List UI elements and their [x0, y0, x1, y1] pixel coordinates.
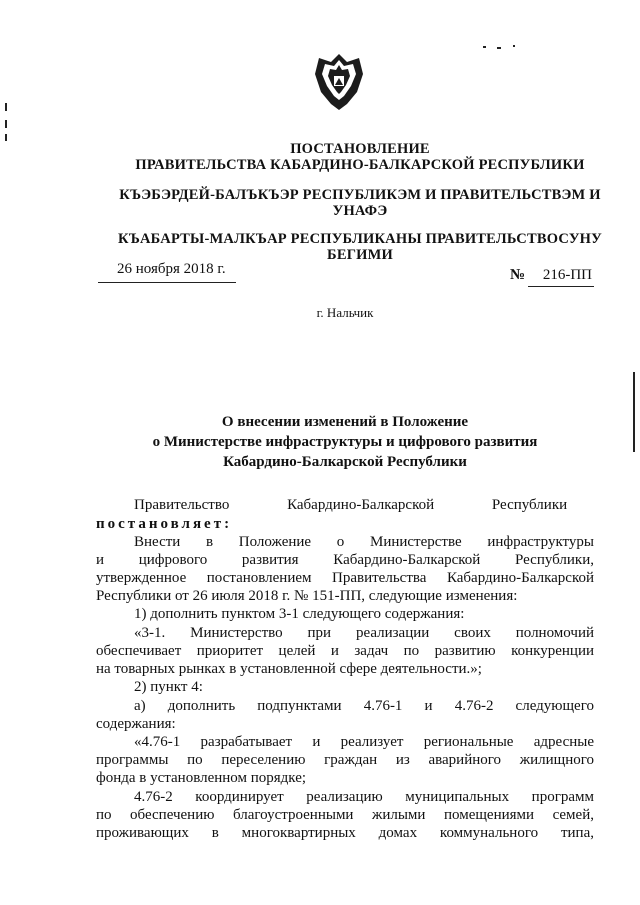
scan-mark [5, 103, 7, 111]
scan-mark [497, 47, 501, 49]
scan-mark [5, 134, 7, 141]
document-number: 216-ПП [542, 267, 592, 283]
body-line: по обеспечению благоустроенными жилыми помещениями семей, [96, 807, 594, 823]
body-line: и цифрового развития Кабардино-Балкарской Республики, [96, 552, 594, 568]
body-line: обеспечивает приоритет целей и задач по развитию конкуренции [96, 643, 594, 659]
body-line: программы по переселению граждан из аварийного жилищного [96, 752, 594, 768]
issuer-balkar-line1: КЪАБАРТЫ-МАЛКЪАР РЕСПУБЛИКАНЫ ПРАВИТЕЛЬСТВОСУНУ [118, 231, 602, 247]
scan-mark [483, 46, 486, 48]
scan-mark [513, 45, 515, 47]
body-line: проживающих в многоквартирных домах коммунального типа, [96, 825, 594, 841]
body-line: на товарных рынках в установленной сфере деятельности.»; [96, 661, 482, 677]
scan-mark [5, 120, 7, 128]
resolves-heading: постановляет: [96, 516, 233, 532]
body-line: 1) дополнить пунктом 3-1 следующего содержания: [134, 606, 465, 622]
body-line: утвержденное постановлением Правительства Кабардино-Балкарской [96, 570, 594, 586]
body-line: фонда в установленном порядке; [96, 770, 307, 786]
issuer-kabardian-line2: УНАФЭ [332, 203, 388, 219]
document-date: 26 ноября 2018 г. [117, 261, 226, 277]
document-number-field [510, 266, 594, 285]
subject-line1: О внесении изменений в Положение [221, 414, 469, 430]
date-underline [98, 282, 236, 283]
issuer-ru: ПРАВИТЕЛЬСТВА КАБАРДИНО-БАЛКАРСКОЙ РЕСПУБЛИКИ [135, 157, 585, 173]
body-line: «3-1. Министерство при реализации своих полномочий [134, 625, 594, 641]
body-line: Внести в Положение о Министерстве инфраструктуры [134, 534, 594, 550]
city: г. Нальчик [316, 305, 374, 320]
document-title: ПОСТАНОВЛЕНИЕ [290, 141, 430, 157]
body-line: содержания: [96, 716, 176, 732]
number-label: № [510, 267, 526, 283]
body-line: 4.76-2 координирует реализацию муниципальных программ [134, 789, 594, 805]
body-line: 2) пункт 4: [134, 679, 203, 695]
body-line: Республики от 26 июля 2018 г. № 151-ПП, следующие изменения: [96, 588, 518, 604]
subject-line2: о Министерстве инфраструктуры и цифрового развития [152, 434, 538, 450]
coat-of-arms-icon [313, 52, 365, 112]
subject-line3: Кабардино-Балкарской Республики [223, 454, 467, 470]
body-line: а) дополнить подпунктами 4.76-1 и 4.76-2 следующего [134, 698, 594, 714]
number-underline [528, 286, 594, 287]
issuer-kabardian-line1: КЪЭБЭРДЕЙ-БАЛЪКЪЭР РЕСПУБЛИКЭМ И ПРАВИТЕЛЬСТВЭМ И [119, 187, 601, 203]
issuer-balkar-line2: БЕГИМИ [327, 247, 393, 263]
body-line: Правительство Кабардино-Балкарской Республики [134, 497, 568, 513]
body-line: «4.76-1 разрабатывает и реализует региональные адресные [134, 734, 594, 750]
